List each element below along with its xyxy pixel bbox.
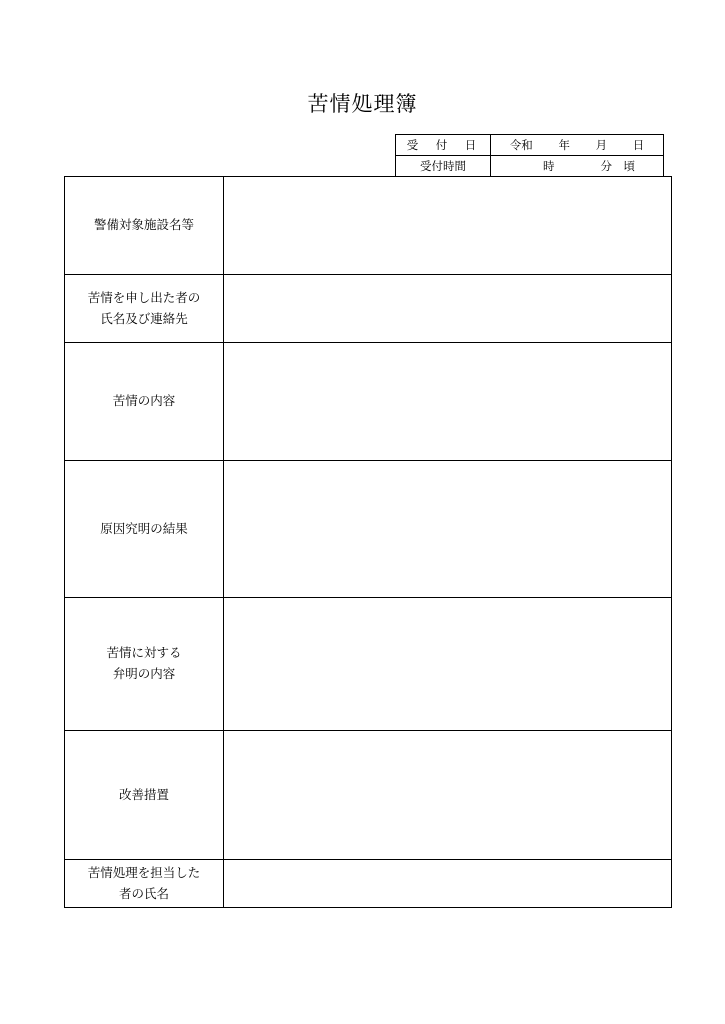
table-row (65, 598, 672, 731)
row-label-claimant (65, 275, 224, 343)
receipt-date-row (396, 135, 664, 156)
row-label-line: 改善措置 (118, 787, 169, 802)
receipt-date-value[interactable] (491, 135, 664, 156)
day-label: 日 (632, 140, 645, 152)
row-label-explanation (65, 598, 224, 731)
row-field-explanation[interactable] (224, 598, 672, 731)
row-field-complaint-content[interactable] (224, 343, 672, 461)
row-label-line: 苦情に対する (106, 646, 182, 661)
row-field-cause-result[interactable] (224, 461, 672, 598)
row-label-complaint-content (65, 343, 224, 461)
year-label: 年 (558, 140, 570, 152)
table-row (65, 860, 672, 908)
receipt-time-value[interactable] (491, 156, 664, 177)
receipt-time-row (396, 156, 664, 177)
page-title: 苦情処理簿 (307, 92, 418, 116)
row-label-cause-result (65, 461, 224, 598)
row-label-line: 原因究明の結果 (100, 521, 188, 536)
row-label-line: 苦情処理を担当した (87, 865, 201, 880)
table-row (65, 461, 672, 598)
era-label: 令和 (509, 140, 533, 152)
row-field-handler-name[interactable] (224, 860, 672, 908)
row-label-line: 苦情の内容 (112, 394, 176, 409)
row-field-claimant[interactable] (224, 275, 672, 343)
month-label: 月 (595, 140, 608, 152)
receipt-header-table (395, 134, 664, 177)
minute-label: 分 頃 (600, 161, 635, 173)
row-field-improvement[interactable] (224, 731, 672, 860)
row-label-line: 弁明の内容 (112, 667, 176, 681)
table-row (65, 275, 672, 343)
receipt-time-label: 受付時間 (396, 156, 491, 177)
table-row (65, 177, 672, 275)
row-field-facility[interactable] (224, 177, 672, 275)
complaint-form-table (64, 176, 672, 908)
row-label-facility (65, 177, 224, 275)
row-label-improvement (65, 731, 224, 860)
table-row (65, 343, 672, 461)
receipt-date-label: 受 付 日 (396, 135, 491, 156)
row-label-line: 者の氏名 (118, 886, 169, 901)
row-label-handler-name (65, 860, 224, 908)
row-label-line: 氏名及び連絡先 (100, 311, 188, 326)
hour-label: 時 (543, 161, 555, 173)
row-label-line: 苦情を申し出た者の (87, 290, 201, 305)
table-row (65, 731, 672, 860)
row-label-line: 警備対象施設名等 (93, 218, 194, 233)
